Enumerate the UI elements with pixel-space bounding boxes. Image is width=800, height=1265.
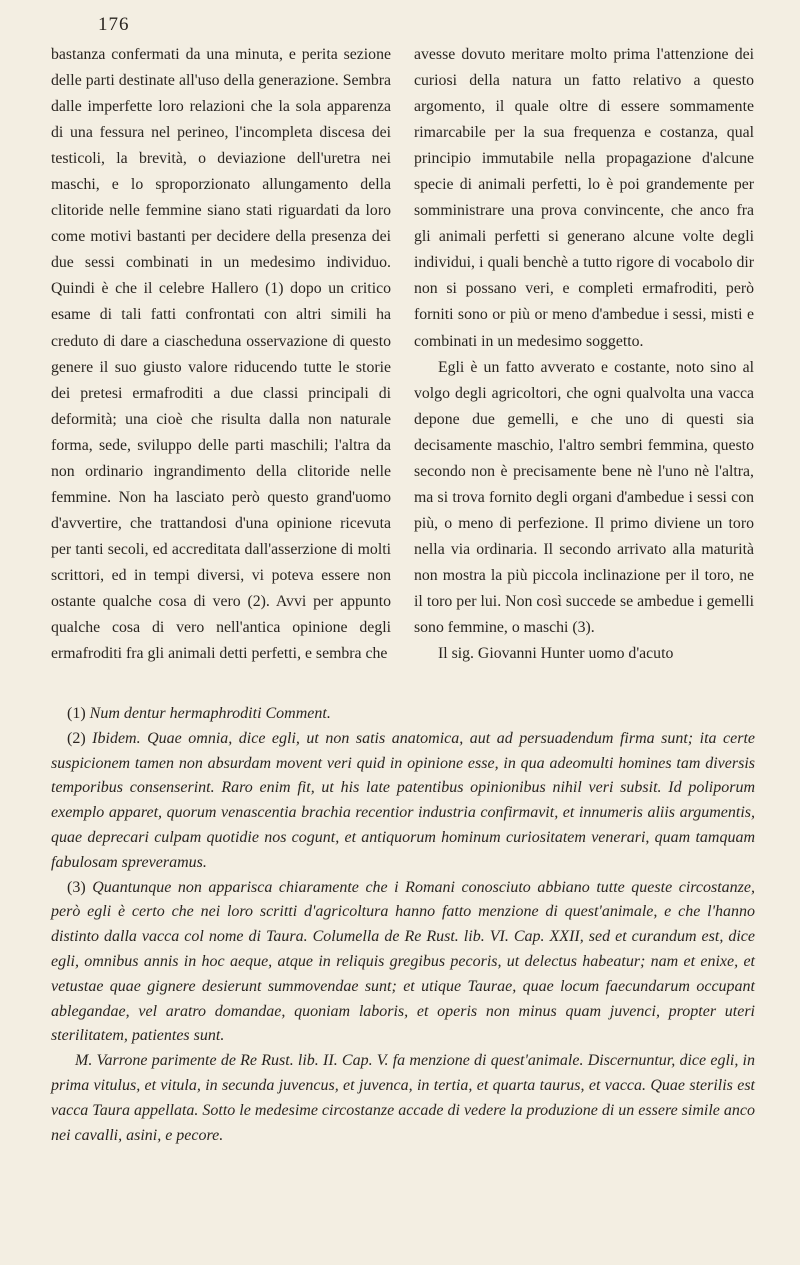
- footnote-text: M. Varrone parimente de Re Rust. lib. II. Cap. V. fa menzione di quest'animale. Discernuntur, dice egli, in prima vitulus, et vitula, in secunda juvencus, et juvenca, in tertia, et quarta taurus, et vacca. Quae sterilis est vacca Taura appellata. Sotto le medesime circostanze accade di vedere la produzione di un essere simile anco nei cavalli, asini, e pecore.: [51, 1052, 755, 1144]
- footnote-1: [51, 702, 755, 727]
- right-paragraph-3: Il sig. Giovanni Hunter uomo d'acuto: [438, 645, 674, 663]
- footnote-text: Ibidem. Quae omnia, dice egli, ut non satis anatomica, aut ad persuadendum firma sunt; ita certe suspicionem tamen non absurdam movent veri quid in opinione esse, in qua adeomulti homines tam diversis temporibus consenserint. Raro enim fit, ut his late patentibus opinionibus nihil veri subsit. Id poliporum exemplo apparet, quorum venascentia brachia recentior industria confirmavit, et innumeris aliis argumentis, quae deprecari culpam quotidie nos cogunt, et antiquorum hominum curiositatem venerari, quam tamquam fabulosam spreveramus.: [51, 729, 756, 871]
- footnote-number: (2): [67, 729, 86, 747]
- left-column: [51, 42, 391, 667]
- footnote-3: [51, 876, 755, 1050]
- right-column: [414, 42, 754, 667]
- footnote-2: [51, 727, 755, 876]
- right-paragraph-2: Egli è un fatto avverato e costante, noto sino al volgo degli agricoltori, che ogni qualvolta una vacca depone due gemelli, e che uno di questi sia decisamente maschio, l'altro sembri femmina, questo secondo non è precisamente bene nè l'uno nè l'altra, ma si trova fornito degli organi d'ambedue i sessi con più, o meno di perfezione. Il primo diviene un toro nella via ordinaria. Il secondo arrivato alla maturità non mostra la più piccola inclinazione per il toro, ne il toro per lui. Non così succede se ambedue i gemelli sono femmine, o maschi (3).: [414, 358, 754, 637]
- footnote-3-continuation: [51, 1049, 755, 1148]
- page-number: 176: [98, 14, 130, 35]
- footnote-number: (1): [67, 705, 86, 722]
- footnotes: [51, 702, 755, 1148]
- footnote-text: Num dentur hermaphroditi Comment.: [89, 705, 331, 722]
- right-paragraph-1: avesse dovuto meritare molto prima l'attenzione dei curiosi della natura un fatto relativo a questo argomento, il quale oltre di essere sommamente rimarcabile per la sua frequenza e costanza, qual principio immutabile nella propagazione d'alcune specie di animali perfetti, lo è poi grandemente per somministrare una prova convincente, che anco fra gli animali perfetti si generano alcune volte degli individui, i quali benchè a tutto rigore di vocabolo dir non si possano veri, e completi ermafroditi, però forniti sono or più or meno d'ambedue i sessi, misti e combinati in un medesimo soggetto.: [414, 46, 754, 350]
- left-paragraph-1: bastanza confermati da una minuta, e perita sezione delle parti destinate all'uso della generazione. Sembra dalle imperfette loro relazioni che la sola apparenza di una fessura nel perineo, l'incompleta discesa dei testicoli, la brevità, o deviazione dell'uretra nei maschi, e lo sproporzionato allungamento della clitoride nelle femmine siano stati riguardati da loro come motivi bastanti per decidere della presenza dei due sessi combinati in un medesimo individuo. Quindi è che il celebre Hallero (1) dopo un critico esame di tali fatti confrontati con altri simili ha creduto di dare a ciascheduna osservazione di questo genere il suo giusto valore riducendo tutte le storie dei pretesi ermafroditi a due classi principali di deformità; una cioè che risulta dalla non naturale forma, sede, sviluppo delle parti maschili; l'altra da non ordinario ingrandimento della clitoride nelle femmine. Non ha lasciato però questo grand'uomo d'avvertire, che trattandosi d'una opinione ricevuta per tanti secoli, ed accreditata dall'asserzione di molti scrittori, ed in tempi diversi, vi poteva essere non ostante qualche cosa di vero (2). Avvi per appunto qualche cosa di vero nell'antica opinione degli ermafroditi fra gli animali detti perfetti, e sembra che: [51, 46, 391, 663]
- footnote-number: (3): [67, 878, 86, 896]
- body-columns: [51, 42, 754, 667]
- footnote-text: Quantunque non apparisca chiaramente che i Romani conosciuto abbiano tutte queste circostanze, però egli è certo che nei loro scritti d'agricoltura hanno fatto menzione di quest'animale, e che l'hanno distinto dalla vacca col nome di Taura. Columella de Re Rust. lib. VI. Cap. XXII, sed et curandum est, dice egli, omnibus annis in hoc aeque, atque in reliquis gregibus pecoris, ut delectus habeatur; nam et enixe, et vetustae quae gignere desierunt summovendae sunt; et utique Taurae, quae locum faecundarum occupant ablegandae, vel aratro domandae, quoniam laboris, et operis non minus quam juvenci, propter uteri sterilitatem, patientes sunt.: [51, 878, 756, 1045]
